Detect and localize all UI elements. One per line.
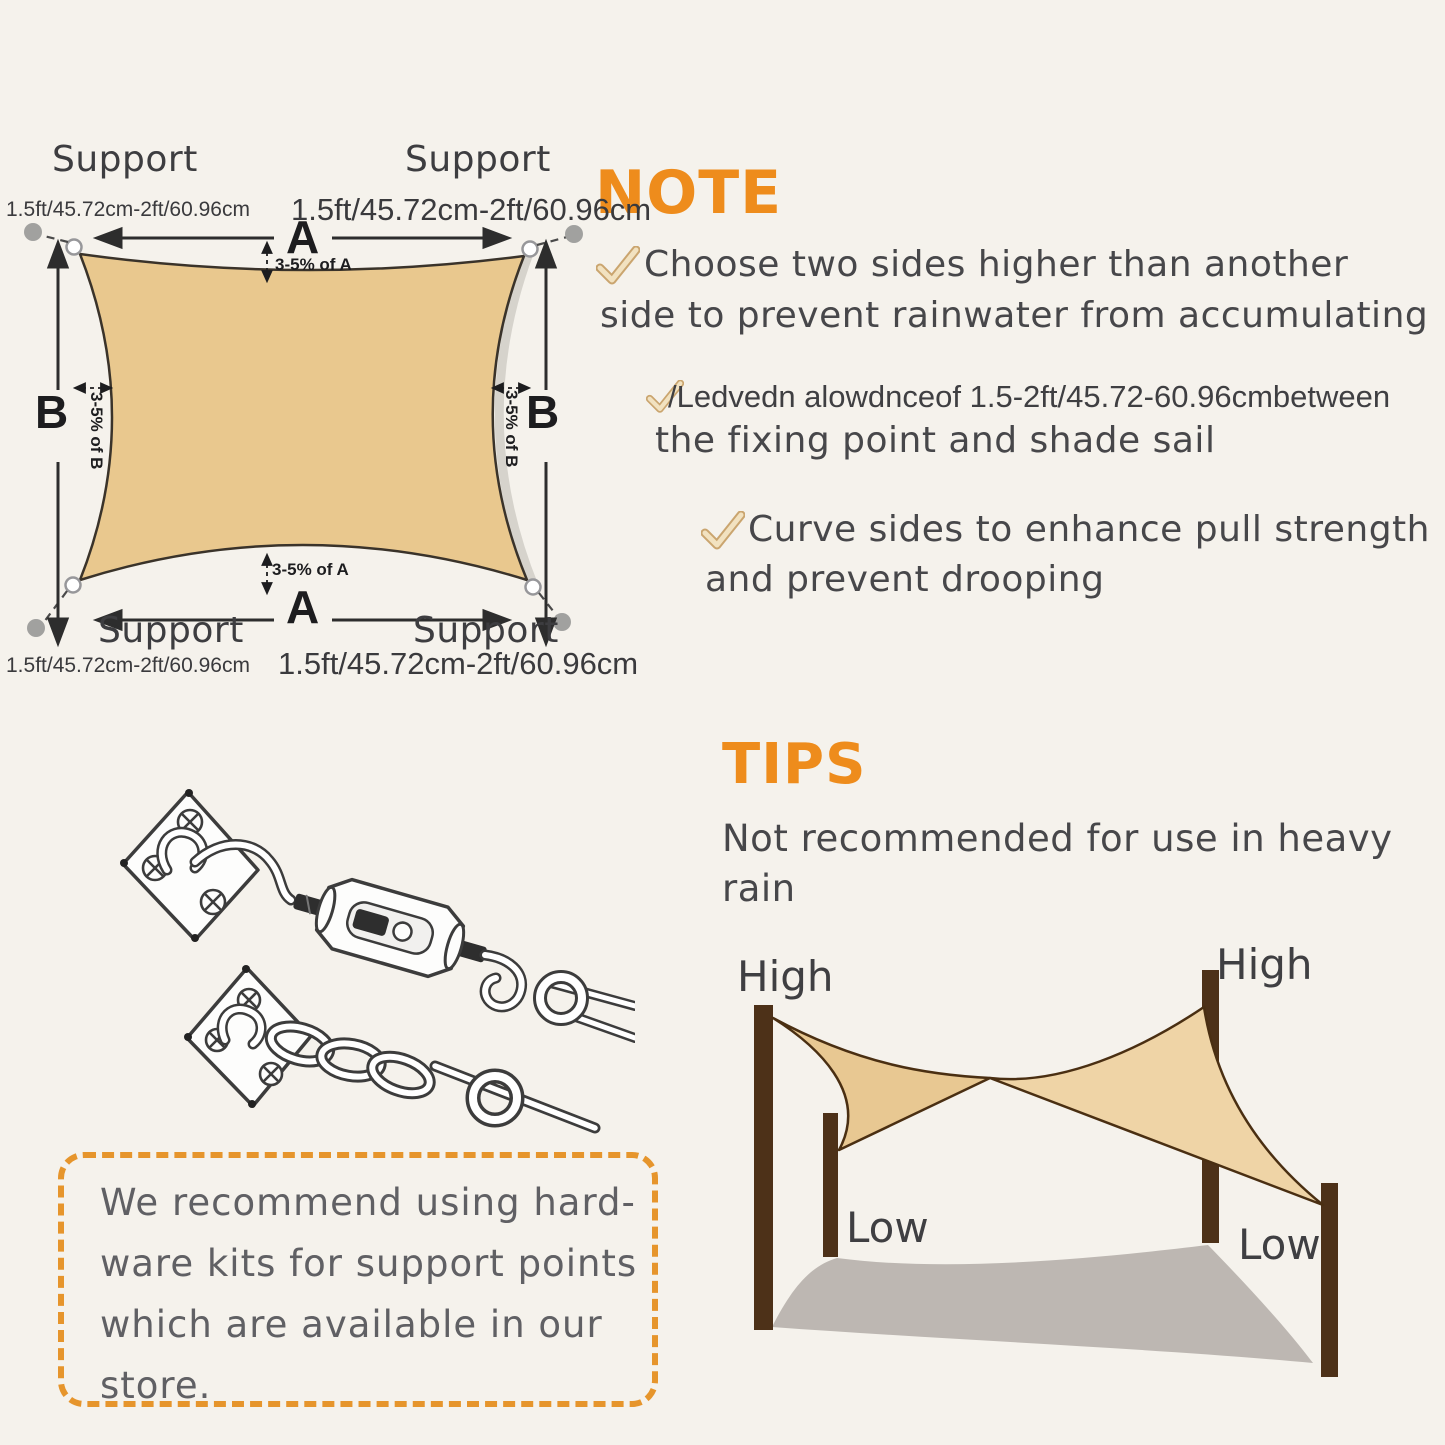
sag-b-label-right: 3-5% of B (502, 390, 521, 468)
tips-body-line-1: Not recommended for use in heavy (722, 817, 1393, 860)
side-b-label-right: B (526, 386, 560, 438)
sag-a-label-top: 3-5% of A (275, 255, 352, 274)
note-title: NOTE (595, 158, 783, 228)
sag-a-label-bottom: 3-5% of A (272, 560, 349, 579)
note-item-2-line-1: /Ledvedn alowdnceof 1.5-2ft/45.72-60.96cmbetween (668, 379, 1391, 414)
note-item-3-line-2: and prevent drooping (705, 559, 1105, 600)
support-label-bottom-left: Support (98, 610, 244, 651)
side-a-label-bottom: A (286, 581, 320, 633)
high-label-right: High (1216, 940, 1313, 989)
sail-shadow (772, 1245, 1313, 1363)
recommendation-line-2: ware kits for support points (100, 1242, 638, 1285)
note-item-1-line-2: side to prevent rainwater from accumulating (600, 295, 1429, 336)
sail-right-wing (990, 1007, 1323, 1205)
check-icon (596, 246, 640, 286)
anchor-range-top-center: 1.5ft/45.72cm-2ft/60.96cm (291, 192, 652, 227)
tips-body-line-2: rain (722, 867, 796, 910)
recommendation-text (100, 1172, 637, 1416)
sail-left-wing (773, 1018, 990, 1150)
low-label-right: Low (1238, 1220, 1321, 1269)
recommendation-line-1: We recommend using hard- (100, 1181, 636, 1224)
check-icon (701, 511, 745, 551)
hardware-kit-illustration (95, 778, 635, 1138)
turnbuckle (285, 866, 495, 990)
high-label-left: High (737, 952, 834, 1001)
tips-installation-diagram (720, 928, 1445, 1445)
shade-sail-shape (80, 254, 527, 580)
sag-b-label-left: 3-5% of B (87, 392, 106, 470)
support-label-top-right: Support (405, 139, 551, 180)
note-item-2-line-2: the fixing point and shade sail (655, 420, 1216, 461)
note-item-1-line-1: Choose two sides higher than another (644, 244, 1349, 285)
recommendation-line-4: store. (100, 1364, 212, 1407)
support-label-bottom-right: Support (413, 610, 559, 651)
side-b-label-left: B (35, 386, 69, 438)
tips-title: TIPS (722, 732, 867, 797)
chain-links (267, 1020, 435, 1100)
anchor-range-top-left: 1.5ft/45.72cm-2ft/60.96cm (6, 198, 250, 221)
low-label-left: Low (846, 1203, 929, 1252)
support-label-top-left: Support (52, 139, 198, 180)
recommendation-line-3: which are available in our (100, 1303, 603, 1346)
anchor-range-bottom-center: 1.5ft/45.72cm-2ft/60.96cm (278, 646, 639, 681)
side-a-label-top: A (286, 211, 320, 263)
anchor-range-bottom-left: 1.5ft/45.72cm-2ft/60.96cm (6, 654, 250, 677)
note-item-3-line-1: Curve sides to enhance pull strength (748, 509, 1430, 550)
